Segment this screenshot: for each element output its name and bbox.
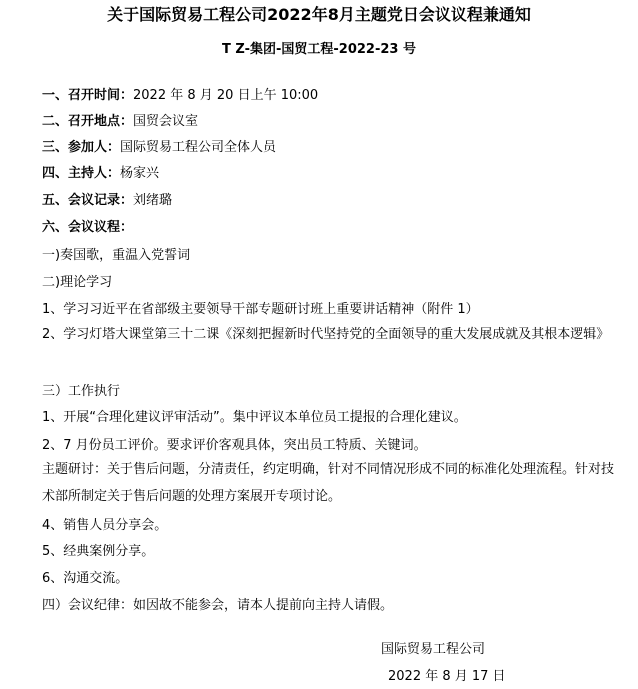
- meeting-place-row: [42, 112, 198, 132]
- attendees-row: [42, 138, 276, 158]
- meeting-place-label: 二、召开地点：: [42, 114, 134, 129]
- recorder-value: 刘绪璐: [133, 193, 173, 208]
- meeting-place-value: 国贸会议室: [133, 114, 199, 129]
- agenda-item-study: 二)理论学习: [42, 275, 113, 290]
- agenda-item-anthem: 一)奏国歌，重温入党誓词: [42, 248, 191, 263]
- study-item-1: 1、学习习近平在省部级主要领导干部专题研讨班上重要讲话精神（附件 1）: [42, 302, 479, 317]
- document-title: 关于国际贸易工程公司2022年8月主题党日会议议程兼通知: [107, 5, 531, 24]
- meeting-time-value: 2022 年 8 月 20 日上午 10:00: [133, 88, 319, 103]
- host-value: 杨家兴: [120, 166, 160, 181]
- document-number: T Z-集团-国贸工程-2022-23 号: [222, 42, 416, 57]
- work-item-4: 4、销售人员分享会。: [42, 518, 168, 533]
- study-item-2: 2、学习灯塔大课堂第三十二课《深刻把握新时代坚持党的全面领导的重大发展成就及其根本逻辑》: [42, 327, 610, 342]
- meeting-time-row: [42, 86, 318, 106]
- topic-discussion: 主题研讨：关于售后问题，分清责任，约定明确，针对不同情况形成不同的标准化处理流程。针对技术部所制定关于售后问题的处理方案展开专项讨论。: [42, 462, 615, 504]
- signature-org: 国际贸易工程公司: [381, 642, 486, 657]
- agenda-heading-row: [42, 218, 133, 238]
- work-item-6: 6、沟通交流。: [42, 571, 129, 586]
- work-item-2: 2、7 月份员工评价。要求评价客观具体，突出员工特质、关键词。: [42, 438, 427, 453]
- work-item-5: 5、经典案例分享。: [42, 544, 155, 559]
- attendees-label: 三、参加人：: [42, 140, 121, 155]
- work-item-1: 1、开展“合理化建议评审活动”。集中评议本单位员工提报的合理化建议。: [42, 410, 467, 425]
- attendees-value: 国际贸易工程公司全体人员: [120, 140, 277, 155]
- agenda-item-discipline: 四）会议纪律：如因故不能参会，请本人提前向主持人请假。: [42, 598, 394, 613]
- signature-date: 2022 年 8 月 17 日: [388, 669, 506, 684]
- recorder-label: 五、会议记录：: [42, 193, 134, 208]
- agenda-heading: 六、会议议程：: [42, 220, 134, 235]
- host-row: [42, 164, 159, 184]
- agenda-item-work: 三）工作执行: [42, 384, 121, 399]
- host-label: 四、主持人：: [42, 166, 121, 181]
- meeting-time-label: 一、召开时间：: [42, 88, 134, 103]
- recorder-row: [42, 191, 172, 211]
